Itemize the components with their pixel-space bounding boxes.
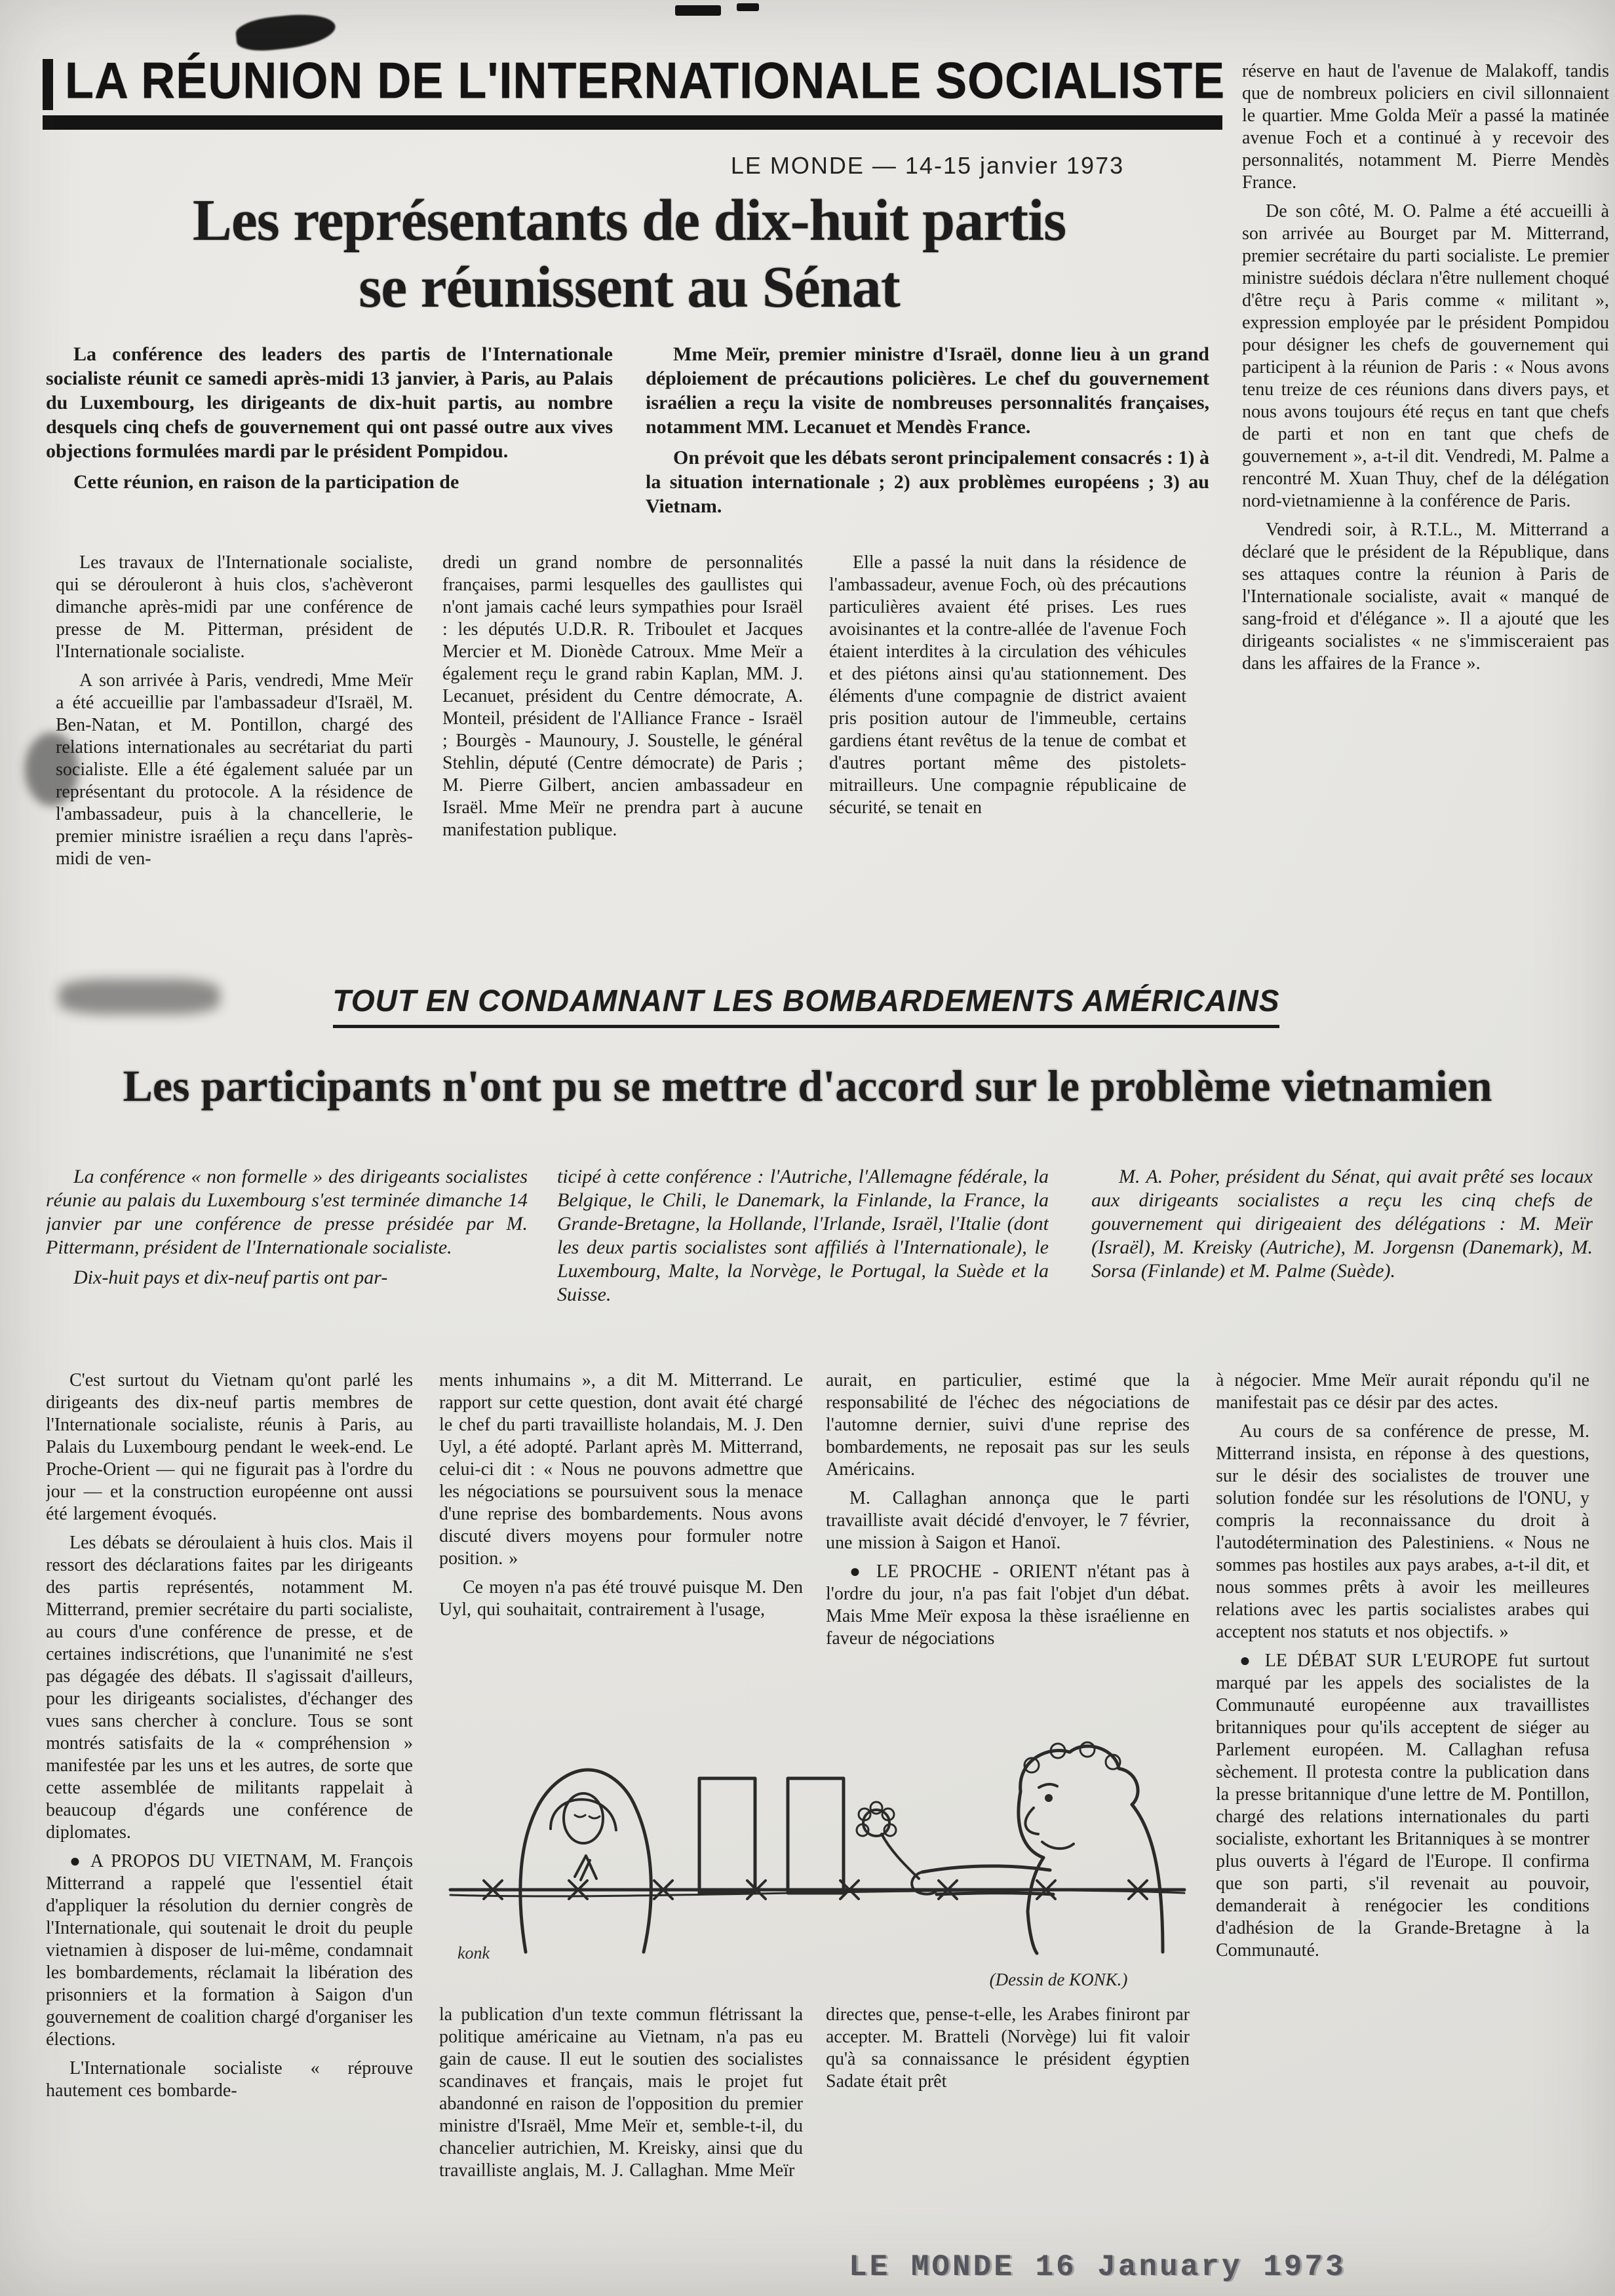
article1-dateline: LE MONDE — 14-15 janvier 1973 bbox=[730, 152, 1125, 179]
ink-smudge bbox=[59, 979, 220, 1014]
paragraph: Vendredi soir, à R.T.L., M. Mitterrand a déclaré que le président de la République, dans ses attaques contre la réunion à Paris de l'Internationale socialiste, avait « manqué de sang-froid et d'élégance ». Il a ajouté que les dirigeants socialistes « ne s'immisceraient pas dans les affaires de la France ». bbox=[1242, 520, 1609, 674]
article1-headline bbox=[39, 187, 1219, 321]
paragraph: réserve en haut de l'avenue de Malakoff, tandis que de nombreux policiers en civil sillonnaient le quartier. Mme Golda Meïr a passé la matinée avenue Foch et a continué à y recevoir des personnalités, notamment M. Pierre Mendès France. bbox=[1242, 61, 1609, 193]
cartoon-caption: (Dessin de KONK.) bbox=[989, 1970, 1128, 1989]
article2-headline: Les participants n'ont pu se mettre d'accord sur le problème vietnamien bbox=[123, 1061, 1492, 1111]
paragraph: Mme Meïr, premier ministre d'Israël, donne lieu à un grand déploiement de précautions policières. Le chef du gouvernement israélien a reçu la visite de nombreuses personnalités françaises, notamment MM. Lecanuet et Mendès France. bbox=[646, 343, 1209, 438]
paragraph: Elle a passé la nuit dans la résidence de l'ambassadeur, avenue Foch, où des précautions particulières avaient été prises. Les rues avoisinantes et la contre-allée de l'avenue Foch étaient interdites à la circulation des véhicules et des piétons ainsi qu'au stationnement. Des éléments d'une compagnie de district avaient pris position autour de l'immeuble, certains gardiens étant revêtus de la tenue de combat et d'autres portant même des pistolets-mitrailleurs. Une compagnie républicaine de sécurité, se tenait en bbox=[829, 552, 1186, 818]
paragraph: ments inhumains », a dit M. Mitterrand. Le rapport sur cette question, dont avait été chargé le chef du parti travailliste holandais, M. J. Den Uyl, a été adopté. Parlant après M. Mitterrand, celui-ci dit : « Nous ne pouvons admettre que les négociations se poursuivent sous la menace d'une reprise des bombardements. Nous avons discuté divers moyens pour formuler notre position. » bbox=[439, 1370, 803, 1569]
article1-banner bbox=[43, 52, 1226, 130]
paragraph: dredi un grand nombre de personnalités françaises, parmi lesquelles des gaullistes qui n'ont jamais caché leurs sympathies pour Israël : les députés U.D.R. R. Triboulet et Jacques Mercier et M. Dionède Catroux. Mme Meïr a également reçu le grand rabin Kaplan, MM. J. Lecanuet, président du Centre démocrate, A. Monteil, président de l'Alliance France - Israël ; Bourgès - Maunoury, J. Soustelle, le général Stehlin, député (Centre démocrate) de Paris ; M. Pierre Gilbert, ancien ambassadeur en Israël. Mme Meïr ne prendra part à aucune manifestation publique. bbox=[442, 552, 803, 840]
article1-intro-left-column bbox=[46, 342, 613, 542]
paragraph: La conférence des leaders des partis de l'Internationale socialiste réunit ce samedi après-midi 13 janvier, à Paris, au Palais du Luxembourg, les dirigeants de dix-huit partis, au nombre desquels cinq chefs de gouvernement qui ont passé outre aux vives objections formulées mardi par le président Pompidou. bbox=[46, 343, 613, 462]
ink-smudge bbox=[235, 10, 337, 54]
article2-kicker: TOUT EN CONDAMNANT LES BOMBARDEMENTS AMÉRICAINS bbox=[333, 983, 1280, 1028]
paragraph: La conférence « non formelle » des dirigeants socialistes réunie au palais du Luxembourg s'est terminée dimanche 14 janvier par une conférence de presse présidée par M. Pittermann, président de l'Internationale socialiste. bbox=[46, 1166, 528, 1258]
article2-intro-column-2 bbox=[557, 1165, 1049, 1365]
scan-artifact-dash bbox=[737, 3, 759, 11]
article1-body-column-3 bbox=[829, 552, 1186, 945]
article2-intro-column-1 bbox=[46, 1165, 528, 1365]
paragraph: directes que, pense-t-elle, les Arabes finiront par accepter. M. Bratteli (Norvège) lui fit valoir qu'à sa connaissance le président égyptien Sadate était prêt bbox=[826, 2004, 1190, 2092]
article2-body-column-3-top bbox=[826, 1369, 1190, 1729]
article2-body-column-4 bbox=[1216, 1369, 1589, 2241]
article2-body-column-2-bottom bbox=[439, 2004, 803, 2296]
cartoon-drawing bbox=[440, 1727, 1194, 1967]
article2-intro-column-3 bbox=[1091, 1165, 1593, 1365]
paragraph: C'est surtout du Vietnam qu'ont parlé les dirigeants des dix-neuf partis membres de l'Internationale socialiste, réunis à Paris, au Palais du Luxembourg pendant le week-end. Le Proche-Orient — qui ne figurait pas à l'ordre du jour — et la construction européenne ont aussi été largement évoqués. bbox=[46, 1370, 413, 1524]
paragraph: On prévoit que les débats seront principalement consacrés : 1) à la situation internationale ; 2) aux problèmes européens ; 3) au Vietnam. bbox=[646, 447, 1209, 517]
article2-kicker-wrap bbox=[249, 983, 1363, 1028]
article1-body-column-2 bbox=[442, 552, 803, 945]
article1-headline-line2: se réunissent au Sénat bbox=[359, 255, 900, 320]
paragraph: ● LE DÉBAT SUR L'EUROPE fut surtout marqué par les appels des socialistes de la Communauté européenne aux travaillistes britanniques pour qu'ils acceptent de siéger au Parlement européen. M. Callaghan refusa sèchement. Il protesta contre la publication dans la presse britannique d'une lettre de M. Pontillon, chargé des relations internationales du parti socialiste, exhortant les Britanniques à se montrer plus ouverts à l'égard de l'Europe. Il confirma que son parti, s'il revenait au pouvoir, demanderait à renégocier les conditions d'adhésion de la Grande-Bretagne à la Communauté. bbox=[1216, 1651, 1589, 1961]
paragraph: ticipé à cette conférence : l'Autriche, l'Allemagne fédérale, la Belgique, le Chili, le Danemark, la Finlande, la France, la Grande-Bretagne, la Hollande, l'Irlande, Israël, l'Italie (dont les deux partis socialistes sont affiliés à l'Internationale), le Luxembourg, Malte, la Norvège, le Portugal, la Suède et la Suisse. bbox=[557, 1166, 1049, 1305]
paragraph: A son arrivée à Paris, vendredi, Mme Meïr a été accueillie par l'ambassadeur d'Israël, M. Ben-Natan, et M. Pontillon, chargé des relations internationales au secrétariat du parti socialiste. Elle a été également saluée par un représentant du protocole. A la résidence de l'ambassadeur, puis à la chancellerie, le premier ministre israélien a reçu dans l'après-midi de ven- bbox=[56, 670, 413, 869]
paragraph: à négocier. Mme Meïr aurait répondu qu'il ne manifestait pas ce désir par des actes. bbox=[1216, 1370, 1589, 1413]
article2-body-column-1 bbox=[46, 1369, 413, 2287]
article1-body-column-1 bbox=[56, 552, 413, 945]
paragraph: Les débats se déroulaient à huis clos. Mais il ressort des déclarations faites par les dirigeants des partis représentés, notamment M. Mitterrand, premier secrétaire du parti socialiste, au cours d'une conférence de presse, et de certaines indiscrétions, que l'unanimité ne s'est pas dégagée des débats. Il s'agissait d'ailleurs, pour les dirigeants socialistes, d'échanger des vues sans chercher à conclure. Tous se sont montrés satisfaits de la « compréhension » manifestée par les uns et les autres, de sorte que cette assemblée de militants rappelait à beaucoup d'égards une conférence de diplomates. bbox=[46, 1533, 413, 1843]
paragraph: ● A PROPOS DU VIETNAM, M. François Mitterrand a rappelé que l'essentiel était d'appliquer la résolution du dernier congrès de l'Internationale, qui soutenait le droit du peuple vietnamien à disposer de lui-même, condamnait les bombardements, réclamait la libération des prisonniers et la formation à Saigon d'un gouvernement de coalition chargé d'organiser les élections. bbox=[46, 1851, 413, 2050]
paragraph: M. A. Poher, président du Sénat, qui avait prêté ses locaux aux dirigeants socialistes a reçu les cinq chefs de gouvernement qui dirigeaient des délégations : M. Meïr (Israël), M. Kreisky (Autriche), M. Jorgensn (Danemark), M. Sorsa (Finlande) et M. Palme (Suède). bbox=[1091, 1166, 1593, 1282]
fence-post bbox=[788, 1778, 844, 1893]
banner-tick-mark bbox=[43, 59, 53, 110]
article1-headline-line1: Les représentants de dix-huit partis bbox=[192, 188, 1066, 253]
paragraph: aurait, en particulier, estimé que la responsabilité de l'échec des négociations de l'automne dernier, suivi d'une reprise des bombardements, ne reposait pas sur les seuls Américains. bbox=[826, 1370, 1190, 1480]
date-stamp: LE MONDE 16 January 1973 bbox=[849, 2250, 1346, 2284]
article2-body-column-2-top bbox=[439, 1369, 803, 1729]
article1-banner-title: LA RÉUNION DE L'INTERNATIONALE SOCIALISTE bbox=[65, 52, 1226, 109]
paragraph: la publication d'un texte commun flétrissant la politique américaine au Vietnam, n'a pas eu gain de cause. Il eut le soutien des socialistes scandinaves et français, mais le projet fut abandonné en raison de l'opposition du premier ministre d'Israël, Mme Meïr et, semble-t-il, du chancelier autrichien, M. Kreisky, ainsi que du travailliste anglais, M. J. Callaghan. Mme Meïr bbox=[439, 2004, 803, 2181]
article1-intro-right-column bbox=[646, 342, 1209, 542]
cartoon-signature: konk bbox=[457, 1943, 490, 1962]
paragraph: Ce moyen n'a pas été trouvé puisque M. Den Uyl, qui souhaitait, contrairement à l'usage, bbox=[439, 1577, 803, 1620]
paragraph: De son côté, M. O. Palme a été accueilli à son arrivée au Bourget par M. Mitterrand, premier secrétaire du parti socialiste. Le premier ministre suédois déclara n'être nullement choqué d'être reçu à Paris comme « militant », expression employée par le président Pompidou pour désigner les chefs de gouvernement qui participent à la réunion de Paris : « Nous avons tenu treize de ces réunions dans divers pays, et nous avons toujours été reçus en tant que chefs de parti et non en tant que chefs de gouvernement », a-t-il dit. Vendredi, M. Palme a rencontré M. Xuan Thuy, chef de la délégation nord-vietnamienne à la conférence de Paris. bbox=[1242, 201, 1609, 511]
paragraph: Les travaux de l'Internationale socialiste, qui se dérouleront à huis clos, s'achèveront dimanche après-midi par une conférence de presse de M. Pitterman, président de l'Internationale socialiste. bbox=[56, 552, 413, 662]
paragraph: Dix-huit pays et dix-neuf partis ont par- bbox=[73, 1267, 388, 1288]
paragraph: Au cours de sa conférence de presse, M. Mitterrand insista, en réponse à des questions, sur le désir des socialistes de trouver une solution fondée sur les résolutions de l'ONU, y compris la reconnaissance du droit à l'autodétermination des Palestiniens. « Nous ne sommes pas hostiles aux pays arabes, a-t-il dit, et nous sommes prêts à avoir les meilleures relations avec les partis socialistes arabes qui acceptent nos statuts et nos objectifs. » bbox=[1216, 1421, 1589, 1642]
paragraph: M. Callaghan annonça que le parti travailliste avait décidé d'envoyer, le 7 février, une mission à Saigon et Hanoï. bbox=[826, 1488, 1190, 1553]
paragraph: Cette réunion, en raison de la participation de bbox=[73, 471, 459, 493]
paragraph: L'Internationale socialiste « réprouve hautement ces bombarde- bbox=[46, 2058, 413, 2101]
paragraph: ● LE PROCHE - ORIENT n'étant pas à l'ordre du jour, n'a pas fait l'objet d'un débat. Mais Mme Meïr exposa la thèse israélienne en faveur de négociations bbox=[826, 1561, 1190, 1649]
article1-sidebar-column bbox=[1242, 60, 1609, 945]
fence-post bbox=[699, 1778, 755, 1893]
scan-artifact-dash bbox=[675, 5, 721, 16]
